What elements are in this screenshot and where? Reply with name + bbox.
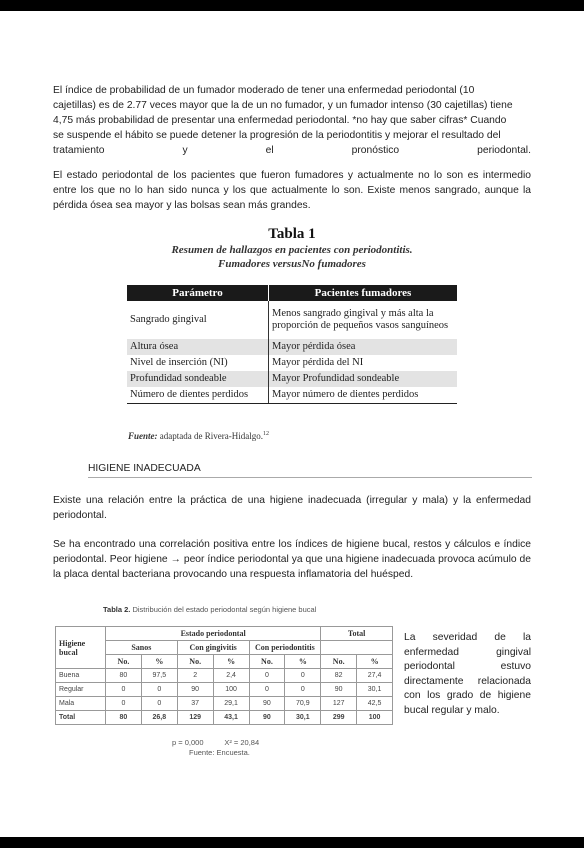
source-label: Fuente: <box>128 431 158 441</box>
table-cell: Profundidad sondeable <box>127 371 269 387</box>
table-cell: 30,1 <box>285 711 321 725</box>
table-cell: 2,4 <box>213 669 249 683</box>
paragraph-hygiene-correlation: Se ha encontrado una correlación positiva entre los índices de higiene bucal, restos y cálculos e índice periodontal. Peor higiene → peor índice periodontal ya que una higiene inadecuada provoca acúmulo de la placa dental bacteriana provocando una respuesta inflamatoria del huésped. <box>53 539 531 580</box>
table-cell: 37 <box>177 697 213 711</box>
column-header: Parámetro <box>127 285 269 301</box>
table-row <box>56 697 393 711</box>
table-row <box>127 387 457 404</box>
text-line-justified <box>53 143 531 158</box>
word: periodontal. <box>477 145 531 156</box>
column-header: No. <box>249 655 285 669</box>
row-label: Mala <box>56 697 106 711</box>
table-cell: 0 <box>106 697 142 711</box>
column-header: Con gingivitis <box>177 641 249 655</box>
table-cell: Mayor pérdida ósea <box>269 339 458 355</box>
table-cell: 2 <box>177 669 213 683</box>
text-line: se suspende el hábito se puede detener la progresión de la periodontitis y mejorar el resultado del <box>53 130 501 141</box>
word: tratamiento <box>53 145 105 156</box>
table-cell: 90 <box>321 683 357 697</box>
paragraph-former-smokers: El estado periodontal de los pacientes que fueron fumadores y actualmente no lo son es intermedio entre los que no lo han sido nunca y los que actualmente lo son. Existe menos sangrado, aunque la pérdida ósea sea mayor y las bolsas sean más grandes. <box>53 170 531 211</box>
caption-label: Tabla 2. <box>103 605 131 614</box>
table-cell: 80 <box>106 711 142 725</box>
table-row <box>56 669 393 683</box>
source-ref: 12 <box>262 431 269 437</box>
source-text: adaptada de Rivera-Hidalgo. <box>159 431 263 441</box>
text-line: cajetillas) es de 2.77 veces mayor que la de un no fumador, y un fumador intenso (30 cajetillas) tiene <box>53 100 513 111</box>
table-cell: 26,8 <box>141 711 177 725</box>
table-cell: Mayor pérdida del NI <box>272 356 364 368</box>
column-header: % <box>357 655 393 669</box>
table-cell: 100 <box>357 711 393 725</box>
table2-caption <box>103 605 316 614</box>
caption-text: Distribución del estado periodontal según higiene bucal <box>132 605 317 614</box>
table-cell: 27,4 <box>357 669 393 683</box>
table-cell: 0 <box>285 683 321 697</box>
table-row <box>127 301 457 339</box>
table2-hygiene-distribution <box>55 626 393 725</box>
column-header: Estado periodontal <box>106 627 321 641</box>
table-cell: 42,5 <box>357 697 393 711</box>
table-cell: 90 <box>249 697 285 711</box>
table1-smokers-findings <box>127 285 457 404</box>
table1-source <box>128 431 269 441</box>
table-cell: 0 <box>249 669 285 683</box>
column-header: No. <box>177 655 213 669</box>
word: pronóstico <box>351 145 400 156</box>
column-header: % <box>141 655 177 669</box>
column-header: No. <box>106 655 142 669</box>
word: el <box>265 145 274 156</box>
table-cell: 90 <box>249 711 285 725</box>
document-page <box>0 11 584 837</box>
table-cell: 0 <box>141 697 177 711</box>
table-cell: 129 <box>177 711 213 725</box>
text-line: El índice de probabilidad de un fumador moderado de tener una enfermedad periodontal (10 <box>53 85 475 96</box>
table-total-row <box>56 711 393 725</box>
section-divider <box>88 477 532 478</box>
table-cell: Altura ósea <box>127 339 269 355</box>
table-cell: 82 <box>321 669 357 683</box>
column-header: Con periodontitis <box>249 641 321 655</box>
table-cell: Nivel de inserción (NI) <box>127 355 269 371</box>
table-header-row <box>127 285 457 301</box>
column-header: % <box>213 655 249 669</box>
table-cell: 0 <box>141 683 177 697</box>
table-cell: Sangrado gingival <box>127 301 269 339</box>
table-header-row <box>56 655 393 669</box>
table-cell: 127 <box>321 697 357 711</box>
table-cell: 29,1 <box>213 697 249 711</box>
table-cell: 0 <box>285 669 321 683</box>
text-line: 4,75 más probabilidad de presentar una enfermedad periodontal. *no hay que saber cifras* Cuando <box>53 115 507 126</box>
column-header-empty <box>321 641 393 655</box>
paragraph-hygiene-relation: Existe una relación entre la práctica de una higiene inadecuada (irregular y mala) y la enfermedad periodontal. <box>53 495 531 521</box>
section-heading: HIGIENE INADECUADA <box>88 463 201 474</box>
table1-title: Tabla 1 <box>268 226 316 242</box>
table-cell: 80 <box>106 669 142 683</box>
column-header: No. <box>321 655 357 669</box>
table-row <box>127 371 457 387</box>
row-label: Regular <box>56 683 106 697</box>
paragraph-smoking-risk <box>53 83 531 158</box>
table-cell: 70,9 <box>285 697 321 711</box>
table2-statistics: p = 0,000 X² = 20,84 <box>172 738 260 747</box>
table1-subtitle: Resumen de hallazgos en pacientes con periodontitis. <box>171 244 413 256</box>
table-cell: Número de dientes perdidos <box>127 387 269 404</box>
table-cell: 100 <box>213 683 249 697</box>
table-row <box>127 355 457 371</box>
word: y <box>182 145 188 156</box>
row-label: Buena <box>56 669 106 683</box>
table-cell: 30,1 <box>357 683 393 697</box>
table-header-row <box>56 641 393 655</box>
column-header: Higiene bucal <box>56 627 106 669</box>
table-cell: Menos sangrado gingival y más alta la proporción de pequeños vasos sanguíneos <box>272 307 449 331</box>
table-cell: 299 <box>321 711 357 725</box>
table-cell: 0 <box>249 683 285 697</box>
table1-subtitle-2: Fumadores versusNo fumadores <box>218 258 366 270</box>
row-label: Total <box>56 711 106 725</box>
table-cell: Mayor número de dientes perdidos <box>269 387 458 404</box>
table-row <box>127 339 457 355</box>
table2-source: Fuente: Encuesta. <box>189 748 250 757</box>
table-cell: Mayor Profundidad sondeable <box>269 371 458 387</box>
table-cell: 0 <box>106 683 142 697</box>
table-row <box>56 683 393 697</box>
table-header-row <box>56 627 393 641</box>
paragraph-severity-note: La severidad de la enfermedad gingival periodontal estuvo directamente relacionada con los grado de higiene bucal regular y malo. <box>404 632 531 716</box>
table-cell: 97,5 <box>141 669 177 683</box>
table-cell: 90 <box>177 683 213 697</box>
column-header: % <box>285 655 321 669</box>
column-header: Pacientes fumadores <box>269 285 458 301</box>
column-header: Sanos <box>106 641 178 655</box>
column-header: Total <box>321 627 393 641</box>
table-cell: 43,1 <box>213 711 249 725</box>
